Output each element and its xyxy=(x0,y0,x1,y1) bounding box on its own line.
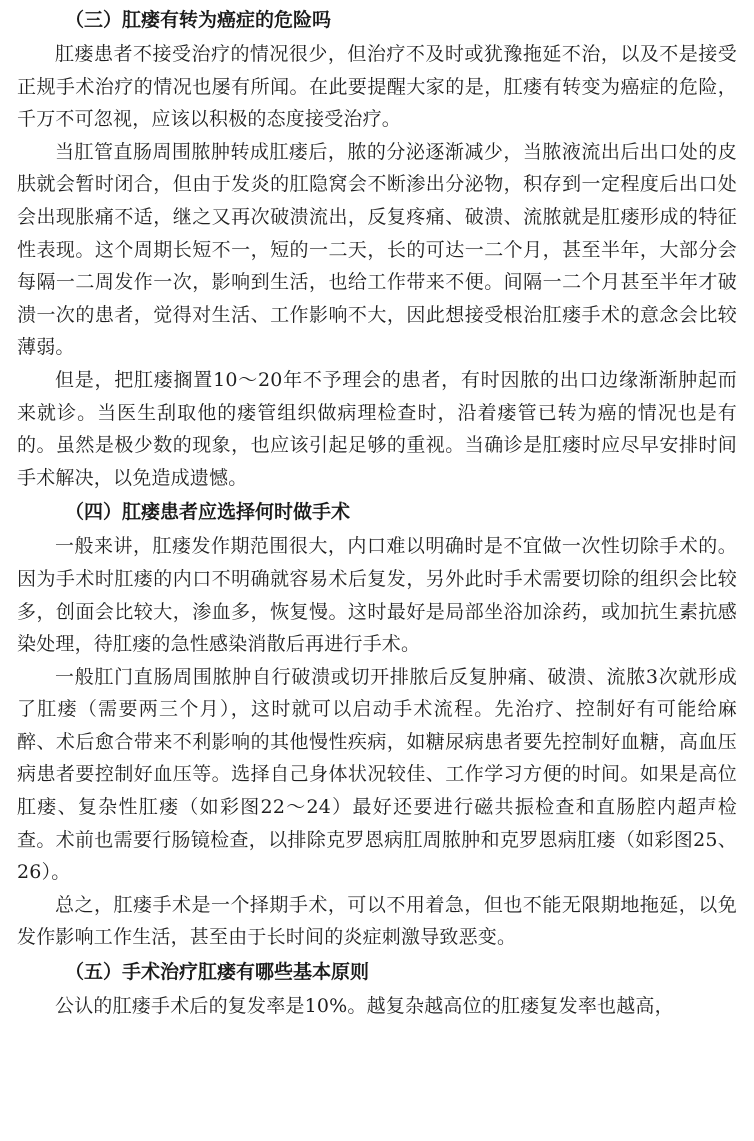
paragraph: 肛瘘患者不接受治疗的情况很少，但治疗不及时或犹豫拖延不治，以及不是接受正规手术治疗的情况也屡有所闻。在此要提醒大家的是，肛瘘有转变为癌症的危险，千万不可忽视，应该以积极的态度接受治疗。 xyxy=(17,43,737,131)
section-heading-3: （三）肛瘘有转为癌症的危险吗 xyxy=(65,9,332,31)
paragraph: 公认的肛瘘手术后的复发率是10%。越复杂越高位的肛瘘复发率也越高， xyxy=(55,995,674,1018)
paragraph: 一般来讲，肛瘘发作期范围很大，内口难以明确时是不宜做一次性切除手术的。因为手术时肛瘘的内口不明确就容易术后复发，另外此时手术需要切除的组织会比较多，创面会比较大，渗血多，恢复慢。这时最好是局部坐浴加涂药，或加抗生素抗感染处理，待肛瘘的急性感染消散后再进行手术。 xyxy=(17,535,737,656)
paragraph: 当肛管直肠周围脓肿转成肛瘘后，脓的分泌逐渐减少，当脓液流出后出口处的皮肤就会暂时闭合，但由于发炎的肛隐窝会不断渗出分泌物，积存到一定程度后出口处会出现胀痛不适，继之又再次破溃流出，反复疼痛、破溃、流脓就是肛瘘形成的特征性表现。这个周期长短不一，短的一二天，长的可达一二个月，甚至半年，大部分会每隔一二周发作一次，影响到生活，也给工作带来不便。间隔一二个月甚至半年才破溃一次的患者，觉得对生活、工作影响不大，因此想接受根治肛瘘手术的意念会比较薄弱。 xyxy=(17,140,737,359)
section-heading-5: （五）手术治疗肛瘘有哪些基本原则 xyxy=(65,961,370,984)
paragraph: 一般肛门直肠周围脓肿自行破溃或切开排脓后反复肿痛、破溃、流脓3次就形成了肛瘘（需要两三个月），这时就可以启动手术流程。先治疗、控制好有可能给麻醉、术后愈合带来不利影响的其他慢性疾病，如糖尿病患者要先控制好血糖，高血压病患者要控制好血压等。选择自己身体状况较佳、工作学习方便的时间。如果是高位肛瘘、复杂性肛瘘（如彩图22～24）最好还要进行磁共振检查和直肠腔内超声检查。术前也需要行肠镜检查，以排除克罗恩病肛周脓肿和克罗恩病肛瘘（如彩图25、26）。 xyxy=(17,665,737,884)
paragraph: 但是，把肛瘘搁置10～20年不予理会的患者，有时因脓的出口边缘渐渐肿起而来就诊。当医生刮取他的瘘管组织做病理检查时，沿着瘘管已转为癌的情况也是有的。虽然是极少数的现象，也应该引起足够的重视。当确诊是肛瘘时应尽早安排时间手术解决，以免造成遗憾。 xyxy=(17,368,737,489)
paragraph: 总之，肛瘘手术是一个择期手术，可以不用着急，但也不能无限期地拖延，以免发作影响工作生活，甚至由于长时间的炎症刺激导致恶变。 xyxy=(17,893,737,949)
book-page xyxy=(17,2,737,1023)
section-heading-4: （四）肛瘘患者应选择何时做手术 xyxy=(65,501,351,524)
